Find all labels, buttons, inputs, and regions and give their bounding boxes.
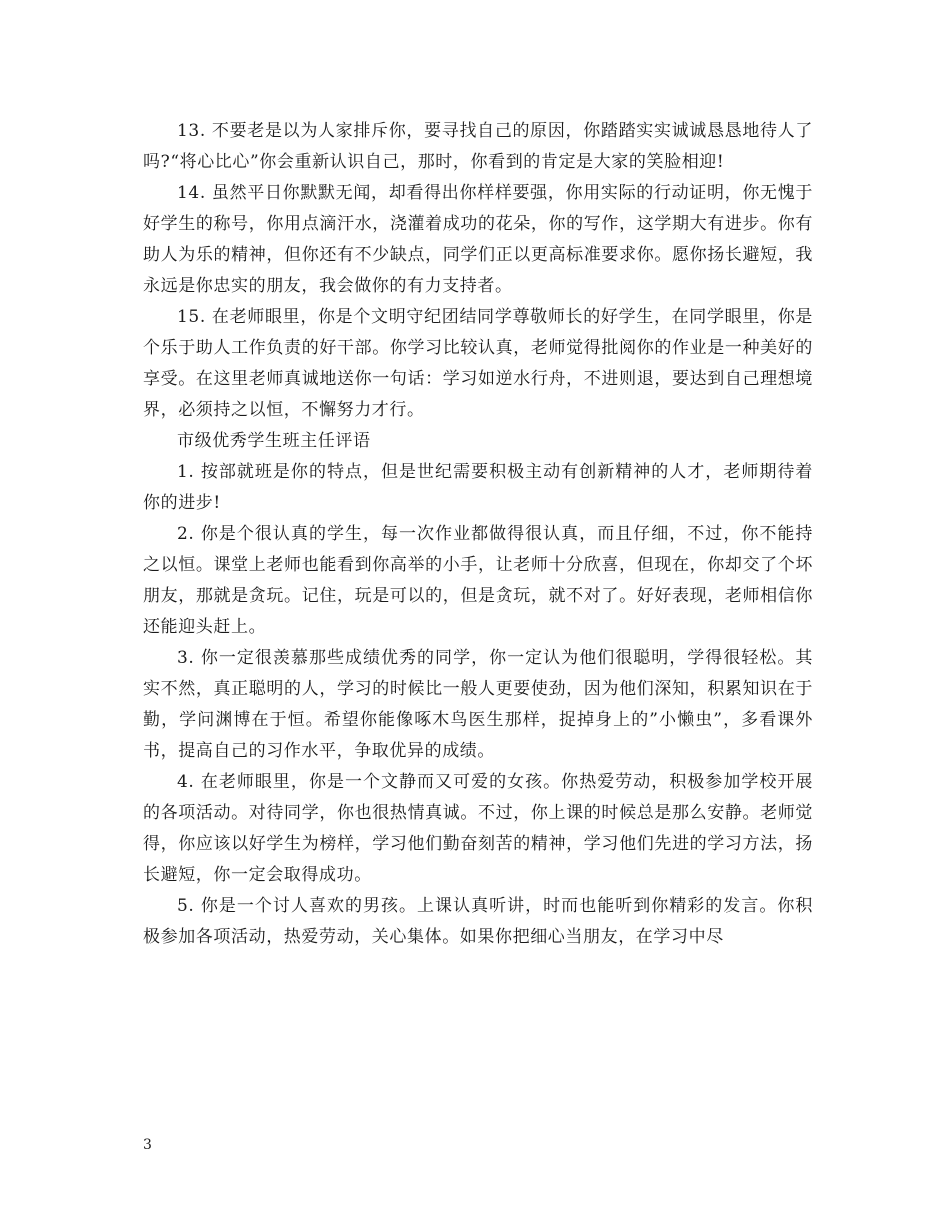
paragraph-2: 2. 你是个很认真的学生，每一次作业都做得很认真，而且仔细，不过，你不能持之以恒。课堂上老师也能看到你高举的小手，让老师十分欣喜，但现在，你却交了个坏朋友，那就是贪玩。记住，玩是可以的，但是贪玩，就不对了。好好表现，老师相信你还能迎头赶上。	[143, 524, 813, 637]
paragraph-5: 5. 你是一个讨人喜欢的男孩。上课认真听讲，时而也能听到你精彩的发言。你积极参加各项活动，热爱劳动，关心集体。如果你把细心当朋友，在学习中尽	[143, 896, 813, 947]
paragraph-4: 4. 在老师眼里，你是一个文静而又可爱的女孩。你热爱劳动，积极参加学校开展的各项活动。对待同学，你也很热情真诚。不过，你上课的时候总是那么安静。老师觉得，你应该以好学生为榜样，学习他们勤奋刻苦的精神，学习他们先进的学习方法，扬长避短，你一定会取得成功。	[143, 772, 813, 885]
paragraph-15: 15. 在老师眼里，你是个文明守纪团结同学尊敬师长的好学生，在同学眼里，你是个乐于助人工作负责的好干部。你学习比较认真，老师觉得批阅你的作业是一种美好的享受。在这里老师真诚地送你一句话：学习如逆水行舟，不进则退，要达到自己理想境界，必须持之以恒，不懈努力才行。	[143, 307, 813, 420]
page-number: 3	[143, 1137, 152, 1153]
paragraph-14: 14. 虽然平日你默默无闻，却看得出你样样要强，你用实际的行动证明，你无愧于好学生的称号，你用点滴汗水，浇灌着成功的花朵，你的写作，这学期大有进步。你有助人为乐的精神，但你还有不少缺点，同学们正以更高标准要求你。愿你扬长避短，我永远是你忠实的朋友，我会做你的有力支持者。	[143, 183, 813, 296]
paragraph-3: 3. 你一定很羡慕那些成绩优秀的同学，你一定认为他们很聪明，学得很轻松。其实不然，真正聪明的人，学习的时候比一般人更要使劲，因为他们深知，积累知识在于勤，学问渊博在于恒。希望你能像啄木鸟医生那样，捉掉身上的”小懒虫”，多看课外书，提高自己的习作水平，争取优异的成绩。	[143, 648, 813, 761]
paragraph-13: 13. 不要老是以为人家排斥你，要寻找自己的原因，你踏踏实实诚诚恳恳地待人了吗?“将心比心”你会重新认识自己，那时，你看到的肯定是大家的笑脸相迎!	[143, 121, 813, 172]
section-heading: 市级优秀学生班主任评语	[177, 431, 371, 451]
paragraph-1: 1. 按部就班是你的特点，但是世纪需要积极主动有创新精神的人才，老师期待着你的进步!	[143, 462, 813, 513]
document-body	[143, 116, 813, 953]
